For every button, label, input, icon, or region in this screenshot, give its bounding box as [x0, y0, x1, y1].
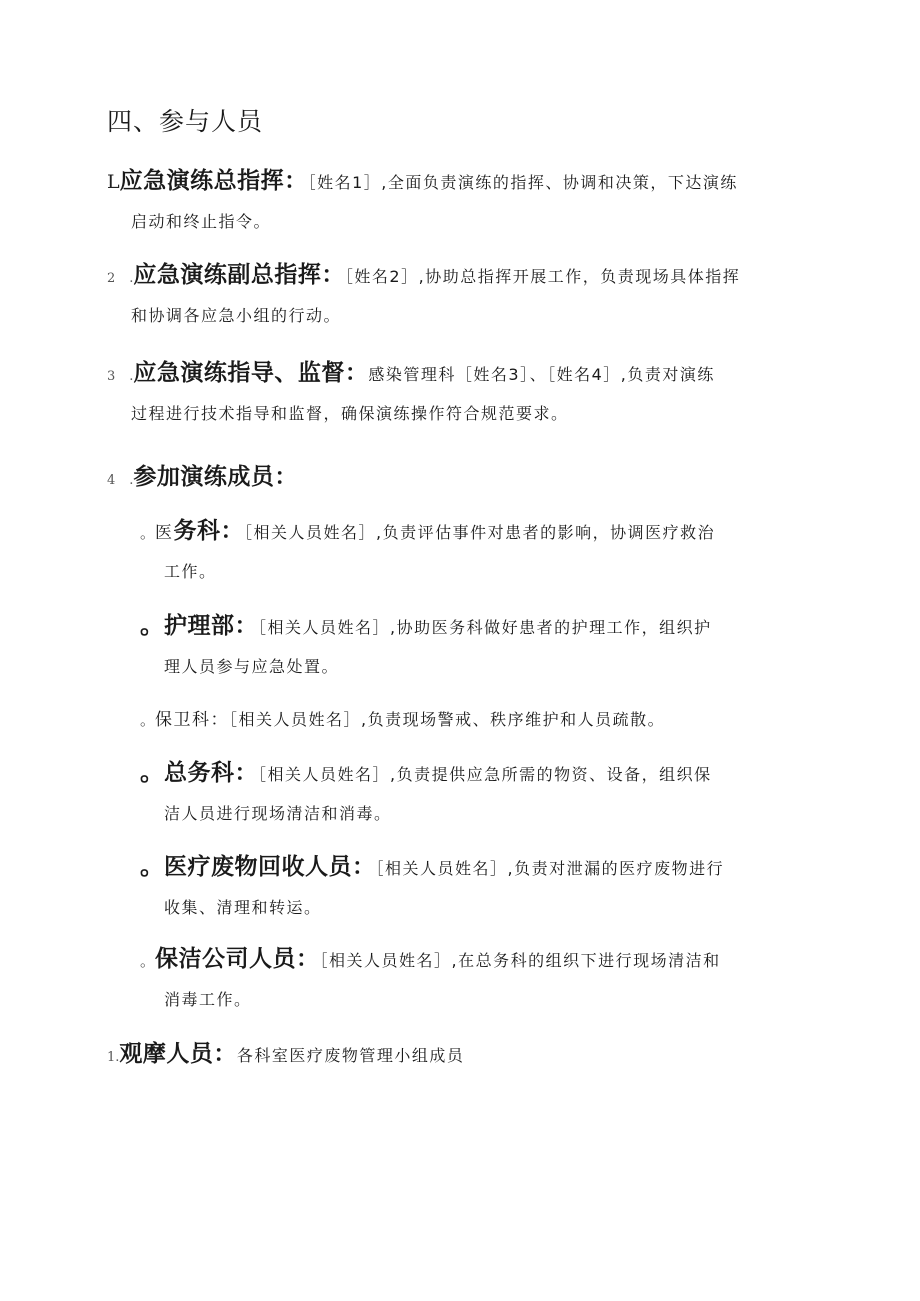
list-marker-dot: . — [129, 473, 134, 488]
bullet: 。 — [140, 524, 156, 542]
member-text: ［相关人员姓名］,在总务科的组织下进行现场清洁和 — [319, 951, 721, 970]
list-marker: 1. — [107, 1050, 120, 1065]
item-text: ［姓名2］,协助总指挥开展工作，负责现场具体指挥 — [344, 267, 741, 286]
member-general-affairs — [140, 752, 712, 824]
member-continuation: 消毒工作。 — [164, 990, 252, 1009]
member-continuation: 收集、清理和转运。 — [164, 898, 322, 917]
bullet: 。 — [140, 711, 156, 729]
list-marker: 4 — [107, 473, 116, 488]
member-cleaning-company — [140, 940, 721, 1010]
section-heading: 四、参与人员 — [107, 107, 264, 136]
member-text: ［相关人员姓名］,负责提供应急所需的物资、设备，组织保 — [258, 765, 712, 784]
member-label: 保卫科： — [155, 710, 230, 730]
member-label: 务科： — [173, 518, 245, 544]
member-continuation: 洁人员进行现场清洁和消毒。 — [164, 804, 392, 823]
item-text: ［姓名1］,全面负责演练的指挥、协调和决策，下达演练 — [307, 173, 738, 192]
member-medical-dept — [140, 512, 715, 582]
member-waste-recovery — [140, 846, 724, 918]
item-label: 应急演练总指挥： — [119, 168, 308, 194]
member-text: ［相关人员姓名］,负责现场警戒、秩序维护和人员疏散。 — [229, 710, 666, 729]
member-label: 总务科： — [164, 760, 258, 786]
item-label: 应急演练指导、监督： — [133, 360, 369, 386]
member-text: ［相关人员姓名］,负责对泄漏的医疗废物进行 — [375, 859, 725, 878]
list-marker: L — [107, 171, 120, 193]
item-label: 观摩人员： — [119, 1041, 237, 1067]
item-text: 感染管理科［姓名3］、［姓名4］,负责对演练 — [368, 365, 715, 384]
list-marker: 2 — [107, 271, 116, 286]
member-text: ［相关人员姓名］,协助医务科做好患者的护理工作，组织护 — [258, 618, 712, 637]
member-label: 护理部： — [164, 613, 258, 639]
list-item-observers — [107, 1035, 464, 1068]
bullet: 。 — [140, 758, 164, 786]
list-marker: 3 — [107, 369, 116, 384]
bullet: 。 — [140, 611, 164, 639]
list-item-commander — [107, 162, 738, 232]
member-security-dept — [140, 705, 665, 730]
list-marker-dot: . — [129, 369, 134, 384]
list-item-deputy-commander — [107, 256, 740, 326]
list-item-supervision — [107, 354, 715, 424]
item-label: 参加演练成员： — [133, 464, 298, 490]
item-label: 应急演练副总指挥： — [133, 262, 345, 288]
member-label-prefix: 医 — [155, 523, 174, 543]
item-continuation: 启动和终止指令。 — [131, 212, 272, 231]
item-continuation: 和协调各应急小组的行动。 — [131, 306, 342, 325]
member-text: ［相关人员姓名］,负责评估事件对患者的影响，协调医疗救治 — [244, 523, 716, 542]
list-item-participants — [107, 458, 298, 491]
member-continuation: 工作。 — [164, 562, 217, 581]
bullet: 。 — [140, 852, 164, 880]
member-label: 保洁公司人员： — [155, 946, 320, 972]
member-label: 医疗废物回收人员： — [164, 854, 376, 880]
list-marker-dot: . — [129, 271, 134, 286]
item-continuation: 过程进行技术指导和监督，确保演练操作符合规范要求。 — [131, 404, 569, 423]
member-continuation: 理人员参与应急处置。 — [164, 657, 340, 676]
member-nursing-dept — [140, 605, 712, 677]
bullet: 。 — [140, 952, 156, 970]
item-text: 各科室医疗废物管理小组成员 — [236, 1046, 465, 1065]
